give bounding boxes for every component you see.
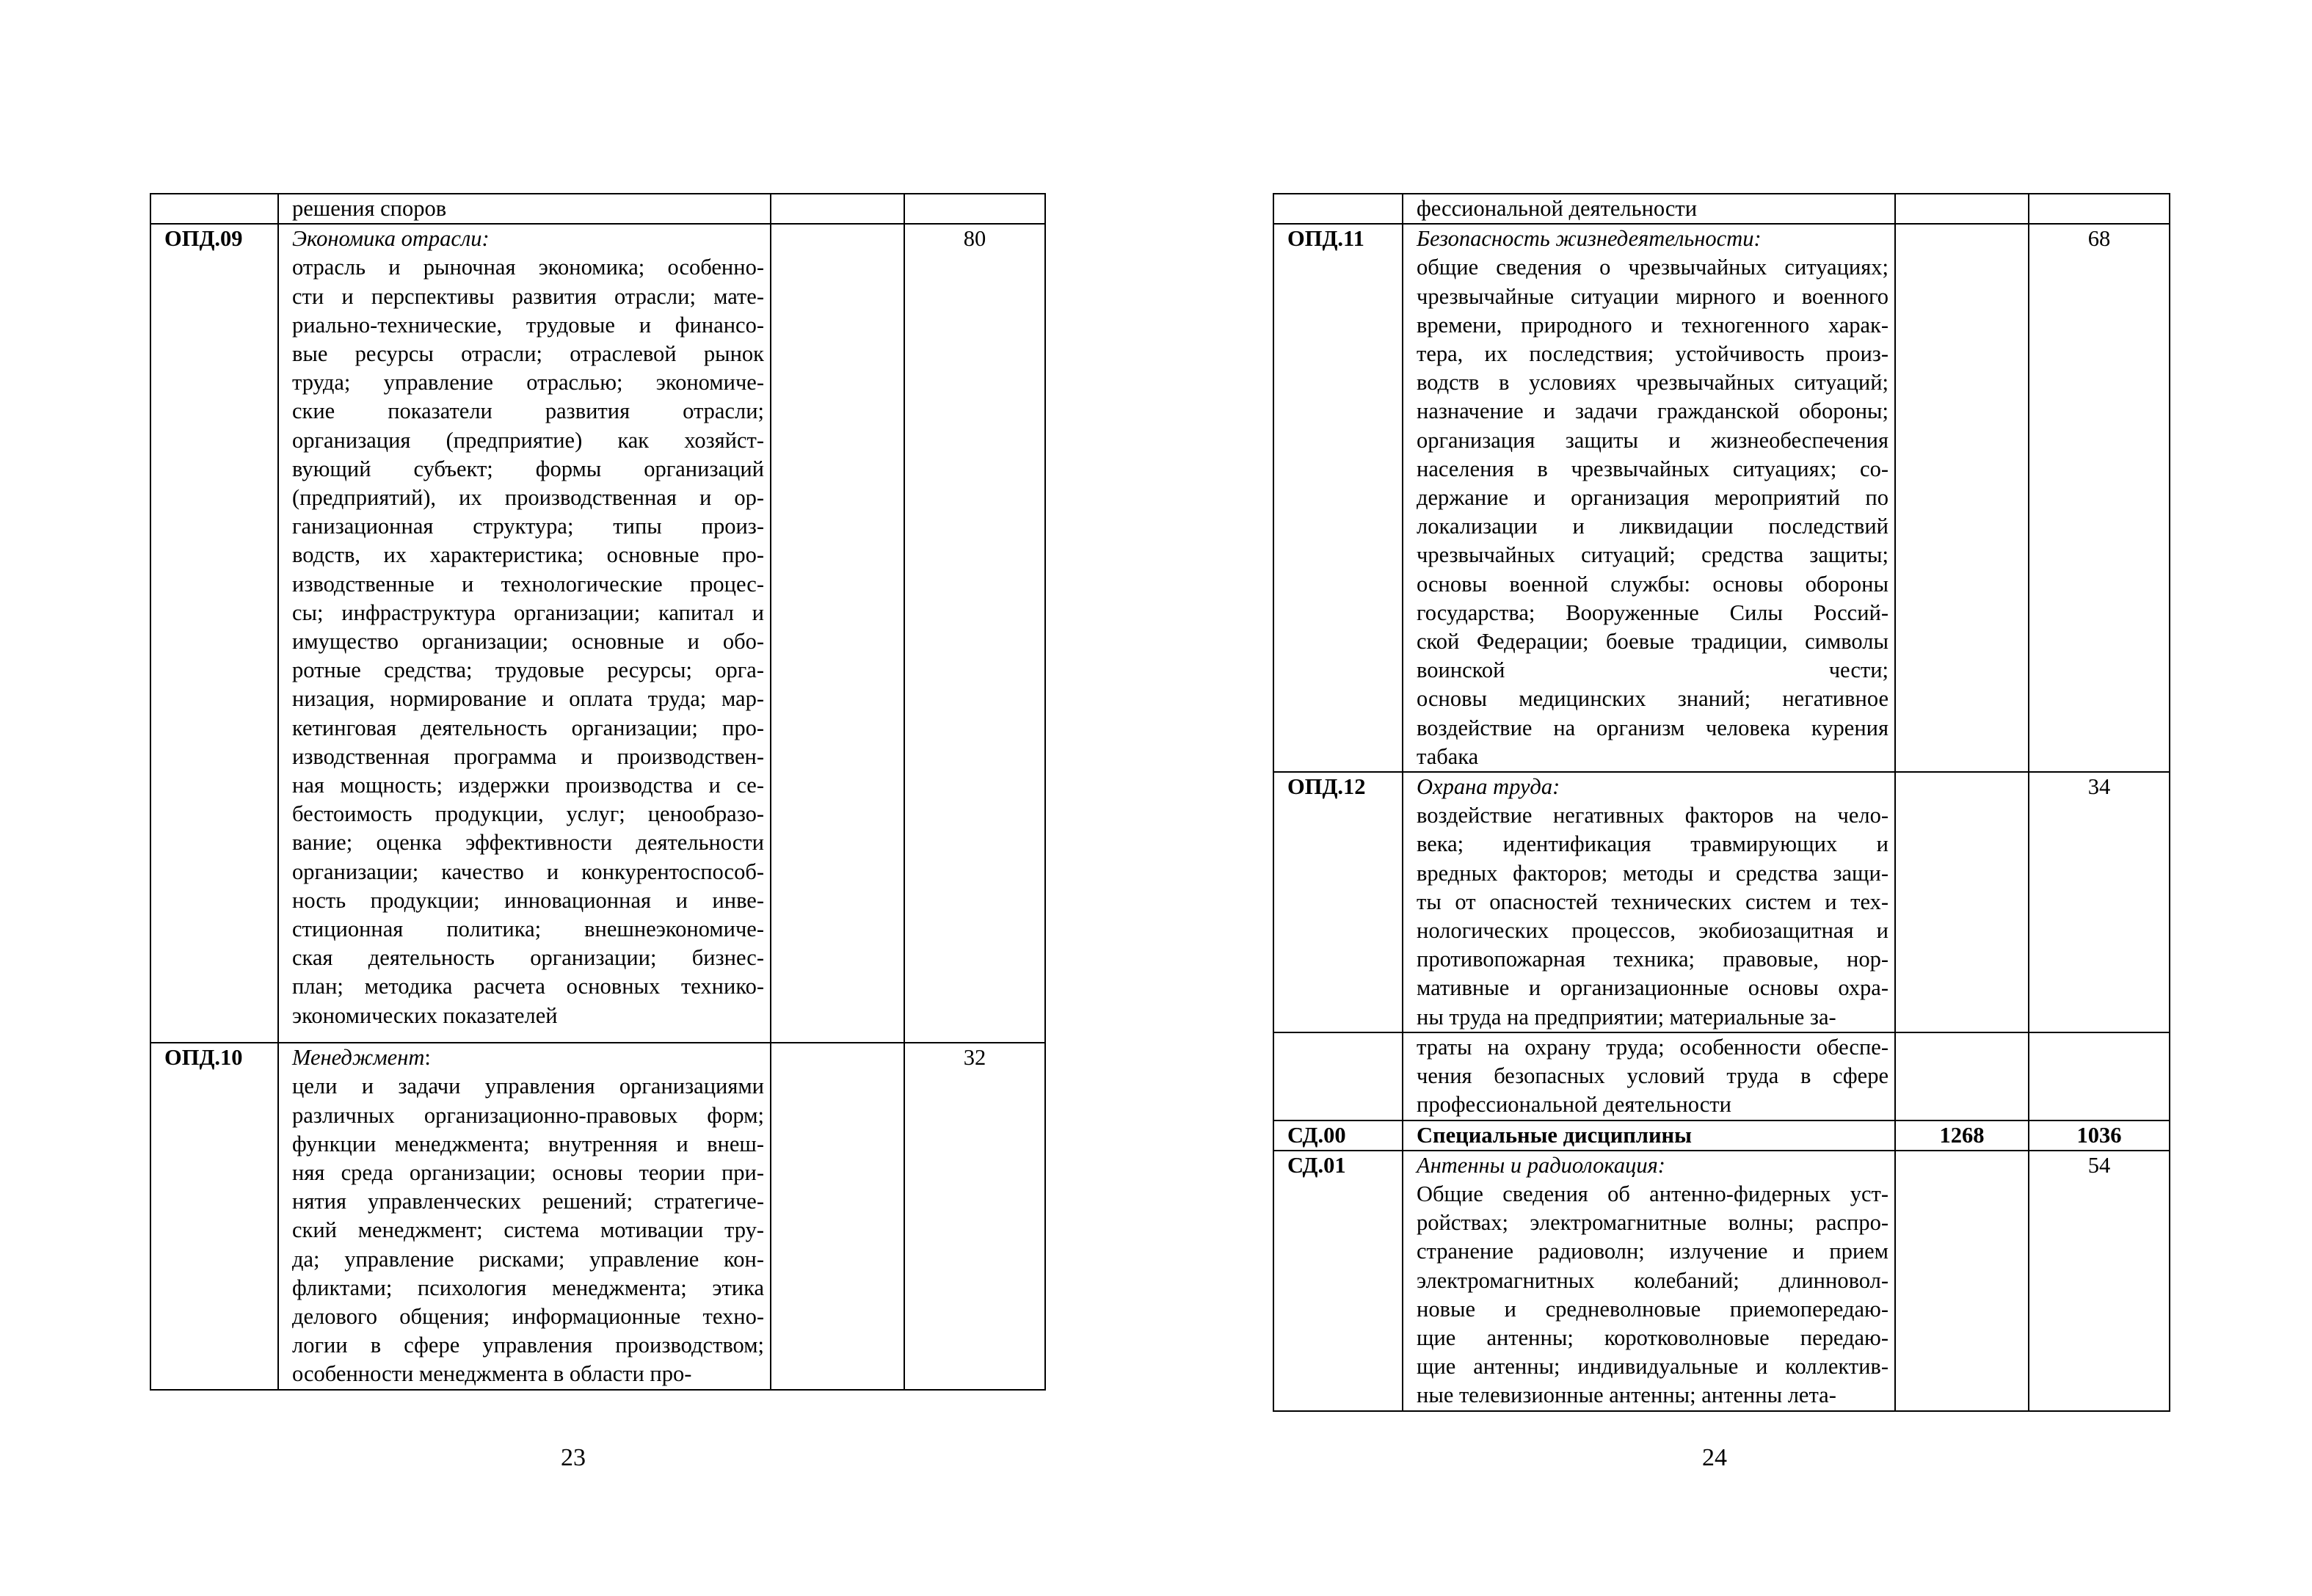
discipline-code	[150, 194, 278, 224]
content-line: ганизационная структура; типы произ-	[292, 514, 764, 539]
discipline-code: СД.01	[1273, 1151, 1403, 1411]
class-hours-cell: 34	[2029, 772, 2170, 1032]
content-line: (предприятий), их производственная и ор-	[292, 485, 764, 511]
right-table-body	[1273, 194, 2170, 1411]
content-line: ная мощность; издержки производства и се-	[292, 773, 764, 798]
content-line: чрезвычайных ситуаций; средства защиты;	[1417, 542, 1889, 568]
content-line: функции менеджмента; внутренняя и внеш-	[292, 1131, 764, 1156]
content-line: Общие сведения об антенно-фидерных уст-	[1417, 1181, 1889, 1206]
content-line: вующий субъект; формы организаций	[292, 456, 764, 481]
table-row	[1273, 194, 2170, 224]
content-line: изводственная программа и производствен-	[292, 743, 764, 769]
content-line: няя среда организации; основы теории при-	[292, 1160, 764, 1186]
discipline-code	[1273, 1032, 1403, 1121]
discipline-title: Экономика отрасли:	[292, 226, 490, 252]
table-row	[1273, 1151, 2170, 1411]
left-table-body	[150, 194, 1045, 1390]
max-hours-cell	[1895, 1032, 2029, 1121]
content-line: воздействие на организм человека курения	[1417, 715, 1889, 740]
content-line: ская деятельность организации; бизнес-	[292, 945, 764, 971]
table-row	[150, 224, 1045, 1043]
content-line: стиционная политика; внешнеэкономиче-	[292, 917, 764, 942]
max-hours-cell: 1268	[1895, 1121, 2029, 1151]
content-line: отрасль и рыночная экономика; особенно-	[292, 255, 764, 280]
content-line: назначение и задачи гражданской обороны;	[1417, 398, 1889, 424]
content-line: водств в условиях чрезвычайных ситуаций;	[1417, 370, 1889, 396]
discipline-title: Безопасность жизнедеятельности:	[1417, 226, 1762, 252]
content-line: табака	[1417, 743, 1479, 769]
content-line: электромагнитных колебаний; длинновол-	[1417, 1267, 1889, 1293]
content-line: ские показатели развития отрасли;	[292, 398, 764, 424]
table-row	[1273, 1121, 2170, 1151]
content-line: траты на охрану труда; особенности обеспе-	[1417, 1034, 1889, 1060]
content-line: воинской чести;	[1417, 657, 1889, 683]
content-line: нятия управленческих решений; стратегиче-	[292, 1189, 764, 1214]
max-hours-cell	[1895, 224, 2029, 772]
discipline-content	[278, 1043, 771, 1389]
content-line: ные телевизионные антенны; антенны лета-	[1417, 1382, 1836, 1408]
max-hours-cell	[771, 224, 904, 1043]
discipline-content	[1403, 772, 1895, 1032]
content-line: труда; управление отраслью; экономиче-	[292, 370, 764, 396]
discipline-code: ОПД.12	[1273, 772, 1403, 1032]
discipline-title	[292, 1043, 764, 1072]
content-line: фликтами; психология менеджмента; этика	[292, 1275, 764, 1300]
table-row	[150, 194, 1045, 224]
content-line: странение радиоволн; излучение и прием	[1417, 1239, 1889, 1264]
content-line: государства; Вооруженные Силы Россий-	[1417, 600, 1889, 625]
content-line: ны труда на предприятии; материальные за-	[1417, 1004, 1836, 1030]
table-row	[1273, 772, 2170, 1032]
max-hours-cell	[1895, 1151, 2029, 1411]
table-row	[1273, 224, 2170, 772]
content-line: ротные средства; трудовые ресурсы; орга-	[292, 657, 764, 683]
discipline-title-suffix: :	[424, 1045, 431, 1071]
content-line: щие антенны; индивидуальные и коллектив-	[1417, 1354, 1889, 1380]
discipline-content	[278, 194, 771, 224]
content-line: профессиональной деятельности	[1417, 1092, 1731, 1118]
content-line: план; методика расчета основных технико-	[292, 974, 764, 999]
content-line: ский менеджмент; система мотивации тру-	[292, 1217, 764, 1243]
class-hours-cell: 54	[2029, 1151, 2170, 1411]
max-hours-cell	[771, 194, 904, 224]
discipline-code: ОПД.09	[150, 224, 278, 1043]
content-line: ты от опасностей технических систем и тех-	[1417, 889, 1889, 914]
content-line: экономических показателей	[292, 1002, 558, 1028]
right-page-table	[1273, 193, 2170, 1412]
discipline-content	[1403, 1151, 1895, 1411]
table-row	[150, 1043, 1045, 1389]
class-hours-cell	[2029, 194, 2170, 224]
discipline-content	[278, 224, 771, 1043]
content-line: населения в чрезвычайных ситуациях; со-	[1417, 456, 1889, 481]
content-line: низация, нормирование и оплата труда; мар-	[292, 686, 764, 712]
max-hours-cell	[1895, 772, 2029, 1032]
content-line: да; управление рисками; управление кон-	[292, 1246, 764, 1272]
content-line: логии в сфере управления производством;	[292, 1333, 764, 1358]
left-page-table	[150, 193, 1046, 1391]
content-line: цели и задачи управления организациями	[292, 1074, 764, 1099]
section-title: Специальные дисциплины	[1417, 1122, 1692, 1148]
content-line: локализации и ликвидации последствий	[1417, 514, 1889, 539]
discipline-code: СД.00	[1273, 1121, 1403, 1151]
content-line: фессиональной деятельности	[1417, 196, 1698, 221]
content-line: воздействие негативных факторов на чело-	[1417, 803, 1889, 828]
content-line: времени, природного и техногенного харак-	[1417, 312, 1889, 338]
class-hours-cell: 32	[904, 1043, 1045, 1389]
class-hours-cell	[2029, 1032, 2170, 1121]
discipline-code: ОПД.11	[1273, 224, 1403, 772]
content-line: противопожарная техника; правовые, нор-	[1417, 947, 1889, 972]
class-hours-cell: 1036	[2029, 1121, 2170, 1151]
content-line: общие сведения о чрезвычайных ситуациях;	[1417, 255, 1889, 280]
content-line: сы; инфраструктура организации; капитал и	[292, 600, 764, 625]
class-hours-cell	[904, 194, 1045, 224]
class-hours-cell: 68	[2029, 224, 2170, 772]
content-line: делового общения; информационные техно-	[292, 1304, 764, 1330]
content-line: щие антенны; коротковолновые передаю-	[1417, 1324, 1889, 1350]
discipline-title: Антенны и радиолокация:	[1417, 1152, 1665, 1178]
content-line: водств, их характеристика; основные про-	[292, 542, 764, 568]
discipline-code: ОПД.10	[150, 1043, 278, 1389]
content-line: мативные и организационные основы охра-	[1417, 975, 1889, 1001]
table-row	[1273, 1032, 2170, 1121]
content-line: организация (предприятие) как хозяйст-	[292, 427, 764, 453]
content-line: особенности менеджмента в области про-	[292, 1361, 692, 1387]
content-line: чрезвычайные ситуации мирного и военного	[1417, 283, 1889, 309]
content-line: организации; качество и конкурентоспособ-	[292, 859, 764, 884]
max-hours-cell	[1895, 194, 2029, 224]
content-line: изводственные и технологические процес-	[292, 571, 764, 597]
content-line: вание; оценка эффективности деятельности	[292, 830, 764, 856]
content-line: тера, их последствия; устойчивость произ-	[1417, 341, 1889, 367]
content-line: ройствах; электромагнитные волны; распро-	[1417, 1210, 1889, 1236]
page-number-right: 24	[1702, 1444, 1727, 1471]
content-line: организация защиты и жизнеобеспечения	[1417, 427, 1889, 453]
max-hours-cell	[771, 1043, 904, 1389]
content-line: основы военной службы: основы обороны	[1417, 571, 1889, 597]
content-line: новые и средневолновые приемопередаю-	[1417, 1296, 1889, 1322]
content-line: бестоимость продукции, услуг; ценообразо-	[292, 801, 764, 827]
content-line: имущество организации; основные и обо-	[292, 629, 764, 655]
class-hours-cell: 80	[904, 224, 1045, 1043]
content-line: вые ресурсы отрасли; отраслевой рынок	[292, 341, 764, 367]
content-line: основы медицинских знаний; негативное	[1417, 686, 1889, 712]
content-line: различных организационно-правовых форм;	[292, 1102, 764, 1128]
discipline-content	[1403, 194, 1895, 224]
content-line: держание и организация мероприятий по	[1417, 485, 1889, 511]
content-line: кетинговая деятельность организации; про-	[292, 715, 764, 740]
discipline-title: Охрана труда:	[1417, 774, 1560, 800]
content-line: риально-технические, трудовые и финансо-	[292, 312, 764, 338]
content-line: нологических процессов, экобиозащитная и	[1417, 918, 1889, 944]
discipline-title-text: Менеджмент	[292, 1045, 425, 1071]
discipline-content	[1403, 224, 1895, 772]
discipline-content	[1403, 1032, 1895, 1121]
discipline-content	[1403, 1121, 1895, 1151]
discipline-code	[1273, 194, 1403, 224]
page-number-left: 23	[561, 1444, 586, 1471]
content-line: века; идентификация травмирующих и	[1417, 831, 1889, 857]
content-line: ской Федерации; боевые традиции, символы	[1417, 629, 1889, 655]
content-line: решения споров	[292, 196, 447, 221]
content-line: вредных факторов; методы и средства защи-	[1417, 860, 1889, 886]
content-line: чения безопасных условий труда в сфере	[1417, 1063, 1889, 1089]
content-line: сти и перспективы развития отрасли; мате-	[292, 283, 764, 309]
content-line: ность продукции; инновационная и инве-	[292, 887, 764, 913]
